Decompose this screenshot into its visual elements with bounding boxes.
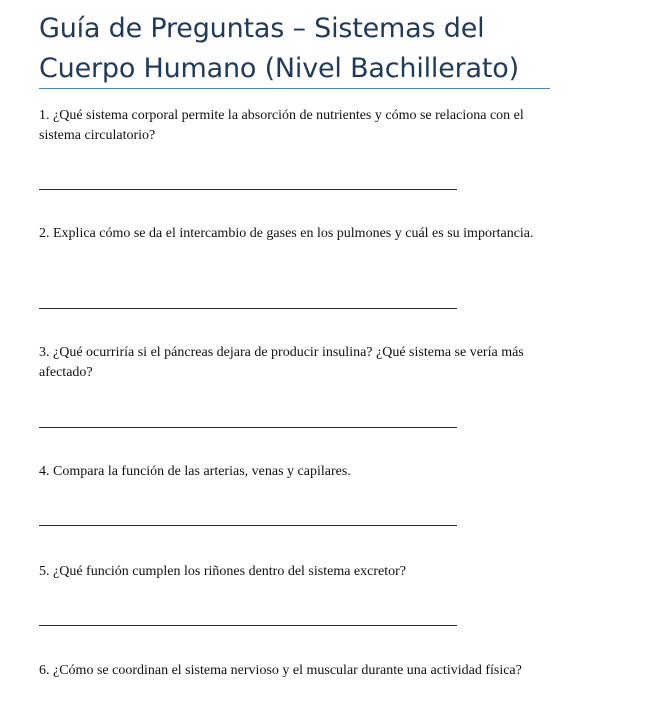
question-3: 3. ¿Qué ocurriría si el páncreas dejara de producir insulina? ¿Qué sistema se vería más afectado?: [39, 345, 524, 380]
question-4: 4. Compara la función de las arterias, venas y capilares.: [39, 464, 351, 479]
title-underline: [39, 88, 550, 89]
answer-line-3[interactable]: [39, 427, 457, 428]
title-block: [39, 9, 549, 89]
answer-line-5[interactable]: [39, 625, 457, 626]
answer-line-4[interactable]: [39, 525, 457, 526]
question-6: 6. ¿Cómo se coordinan el sistema nervioso y el muscular durante una actividad física?: [39, 663, 522, 678]
answer-line-1[interactable]: [39, 189, 457, 190]
page-title: Guía de Preguntas – Sistemas del Cuerpo Humano (Nivel Bachillerato): [39, 13, 519, 84]
question-1: 1. ¿Qué sistema corporal permite la absorción de nutrientes y cómo se relaciona con el sistema circulatorio?: [39, 108, 524, 143]
question-2: 2. Explica cómo se da el intercambio de gases en los pulmones y cuál es su importancia.: [39, 226, 534, 241]
question-5: 5. ¿Qué función cumplen los riñones dentro del sistema excretor?: [39, 564, 406, 579]
answer-line-2[interactable]: [39, 308, 457, 309]
